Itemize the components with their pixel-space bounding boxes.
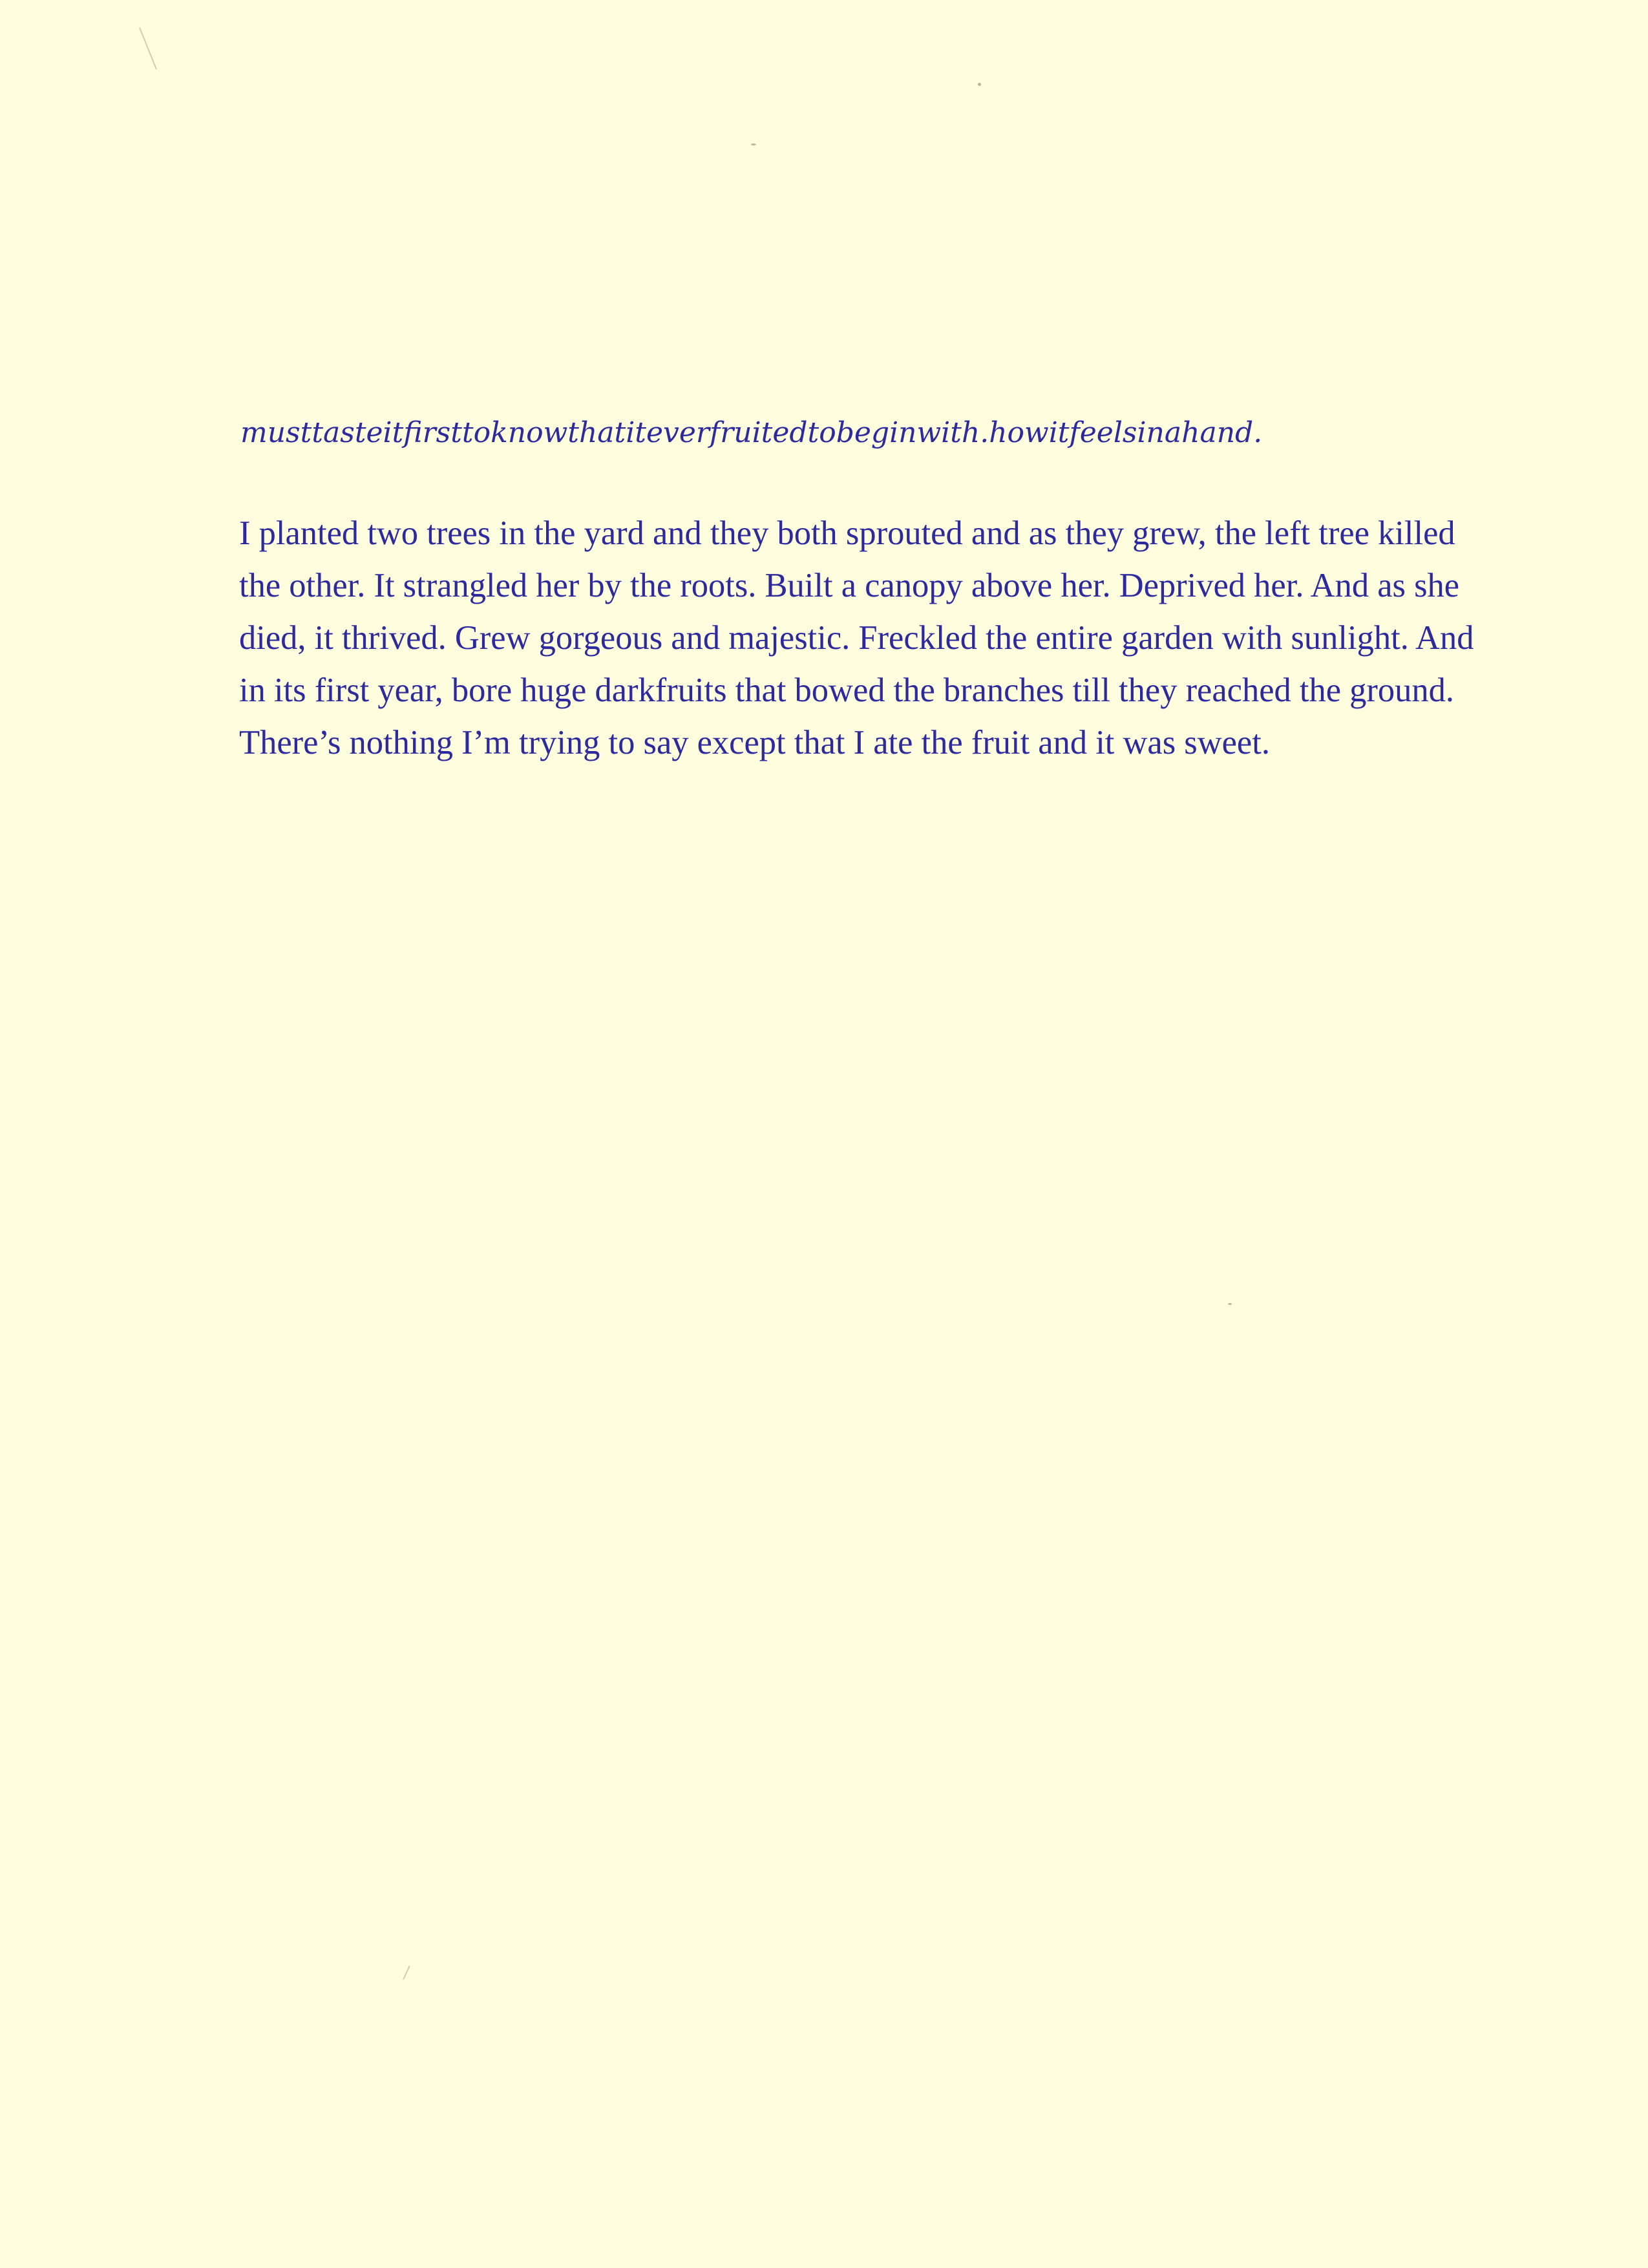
paper-speck — [403, 1966, 410, 1980]
body-paragraph: I planted two trees in the yard and they both sprouted and as they grew, the left tree killed the other. It strangled her by the roots. Built a canopy above her. Deprived her. And as she died, it thrived. Grew gorgeous and majestic. Freckled the entire garden with sunlight. And in its first year, bore huge darkfruits that bowed the branches till they reached the ground. There’s nothing I’m trying to say except that I ate the fruit and it was sweet. — [239, 514, 1474, 761]
paper-speck — [751, 143, 756, 145]
epigraph-line: musttasteitfirsttoknowthatiteverfruitedtobeginwith.howitfeelsinahand. — [240, 416, 1263, 449]
paper-speck — [139, 27, 157, 70]
paper-speck — [978, 83, 981, 86]
paper-speck — [1228, 1303, 1232, 1305]
